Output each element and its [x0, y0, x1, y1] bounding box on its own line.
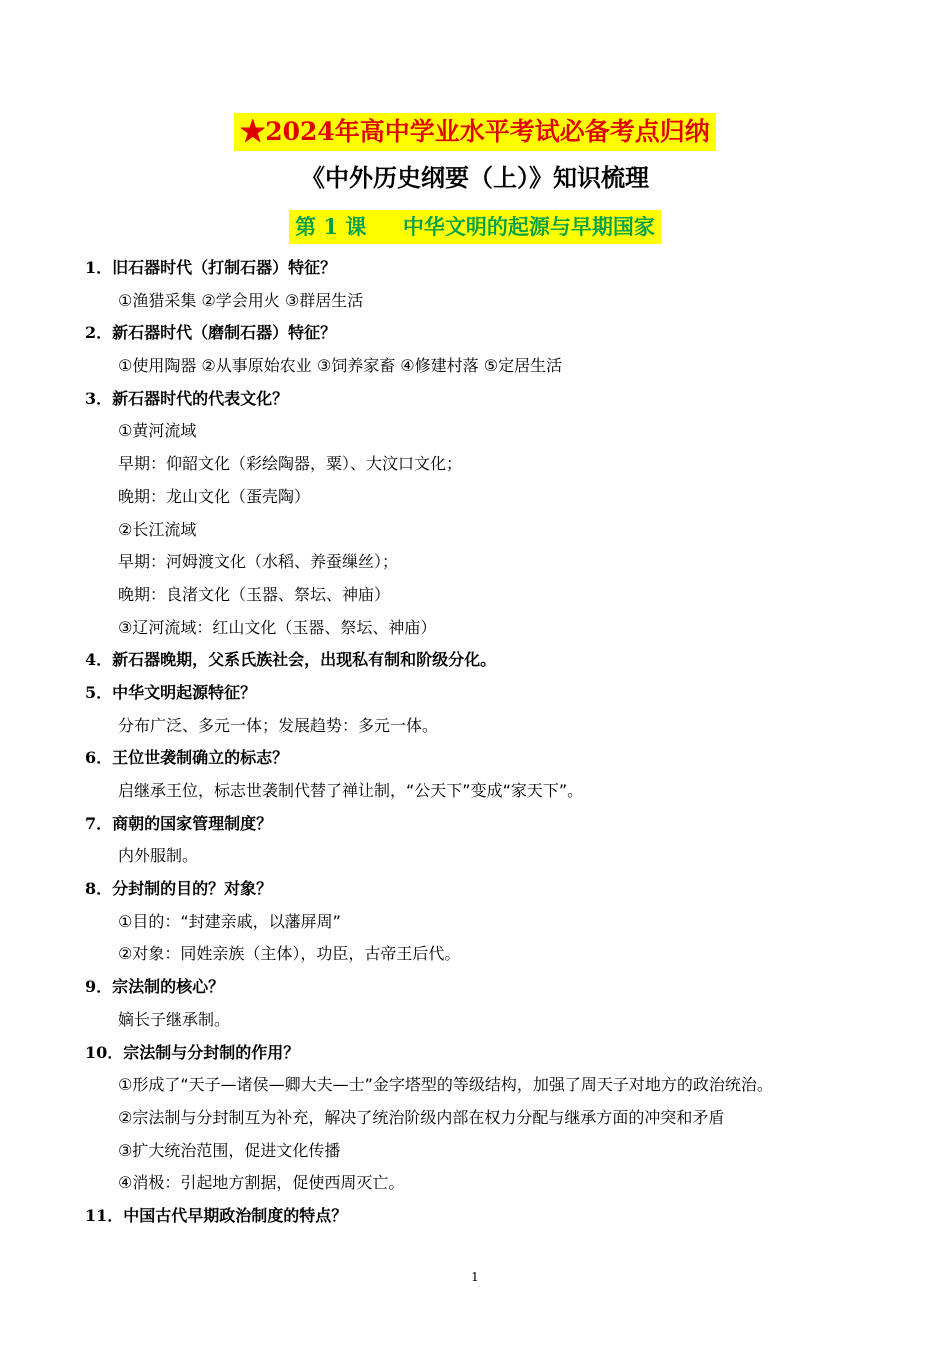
qa-list: [85, 252, 905, 1233]
title-container: [0, 113, 950, 151]
question: 1．旧石器时代（打制石器）特征？: [85, 258, 337, 277]
answer-line: ①形成了“天子—诸侯—卿大夫—士”金字塔型的等级结构，加强了周天子对地方的政治统治。: [118, 1075, 773, 1095]
page-number: 1: [471, 1270, 479, 1284]
lesson-container: [0, 210, 950, 244]
answer-line: ②对象：同姓亲族（主体），功臣，古帝王后代。: [118, 944, 461, 964]
answer-line: ①目的：“封建亲戚，以藩屏周”: [118, 911, 341, 931]
answer-line: 启继承王位，标志世袭制代替了禅让制，“公天下”变成“家天下”。: [118, 781, 584, 800]
answer-line: 早期：河姆渡文化（水稻、养蚕缫丝）；: [118, 552, 399, 572]
lesson-heading: 第 1 课 中华文明的起源与早期国家: [289, 210, 661, 244]
question: 5．中华文明起源特征？: [85, 682, 257, 702]
question: 4．新石器晚期，父系氏族社会，出现私有制和阶级分化。: [85, 650, 497, 670]
answer-line: ③辽河流域：红山文化（玉器、祭坛、神庙）: [118, 617, 437, 637]
answer-line: ①渔猎采集 ②学会用火 ③群居生活: [118, 290, 364, 310]
question: 3．新石器时代的代表文化？: [85, 388, 289, 408]
question: 6．王位世袭制确立的标志？: [85, 748, 289, 768]
question: 11．中国古代早期政治制度的特点？: [85, 1205, 348, 1225]
answer-line: 分布广泛、多元一体；发展趋势：多元一体。: [118, 715, 439, 735]
answer-line: 晚期：良渚文化（玉器、祭坛、神庙）: [118, 584, 391, 604]
answer-line: ②长江流域: [118, 519, 197, 539]
document-title: ★2024年高中学业水平考试必备考点归纳: [234, 113, 716, 151]
question: 8．分封制的目的？对象？: [85, 879, 273, 899]
question: 7．商朝的国家管理制度？: [85, 813, 273, 833]
answer-line: 嫡长子继承制。: [118, 1009, 231, 1029]
subtitle-container: [0, 160, 950, 196]
answer-line: ①使用陶器 ②从事原始农业 ③饲养家畜 ④修建村落 ⑤定居生活: [118, 356, 563, 376]
answer-line: ①黄河流域: [118, 421, 197, 441]
question: 9．宗法制的核心？: [85, 977, 225, 997]
question: 10．宗法制与分封制的作用？: [85, 1042, 300, 1062]
answer-line: ③扩大统治范围，促进文化传播: [118, 1140, 341, 1160]
answer-line: 早期：仰韶文化（彩绘陶器，粟）、大汶口文化；: [118, 454, 463, 474]
answer-line: 晚期：龙山文化（蛋壳陶）: [118, 486, 311, 506]
answer-line: ④消极：引起地方割据，促使西周灭亡。: [118, 1173, 405, 1193]
answer-line: ②宗法制与分封制互为补充，解决了统治阶级内部在权力分配与继承方面的冲突和矛盾: [118, 1107, 725, 1127]
answer-line: 内外服制。: [118, 846, 199, 866]
question: 2．新石器时代（磨制石器）特征？: [85, 323, 337, 343]
document-subtitle: 《中外历史纲要（上）》知识梳理: [301, 163, 649, 192]
